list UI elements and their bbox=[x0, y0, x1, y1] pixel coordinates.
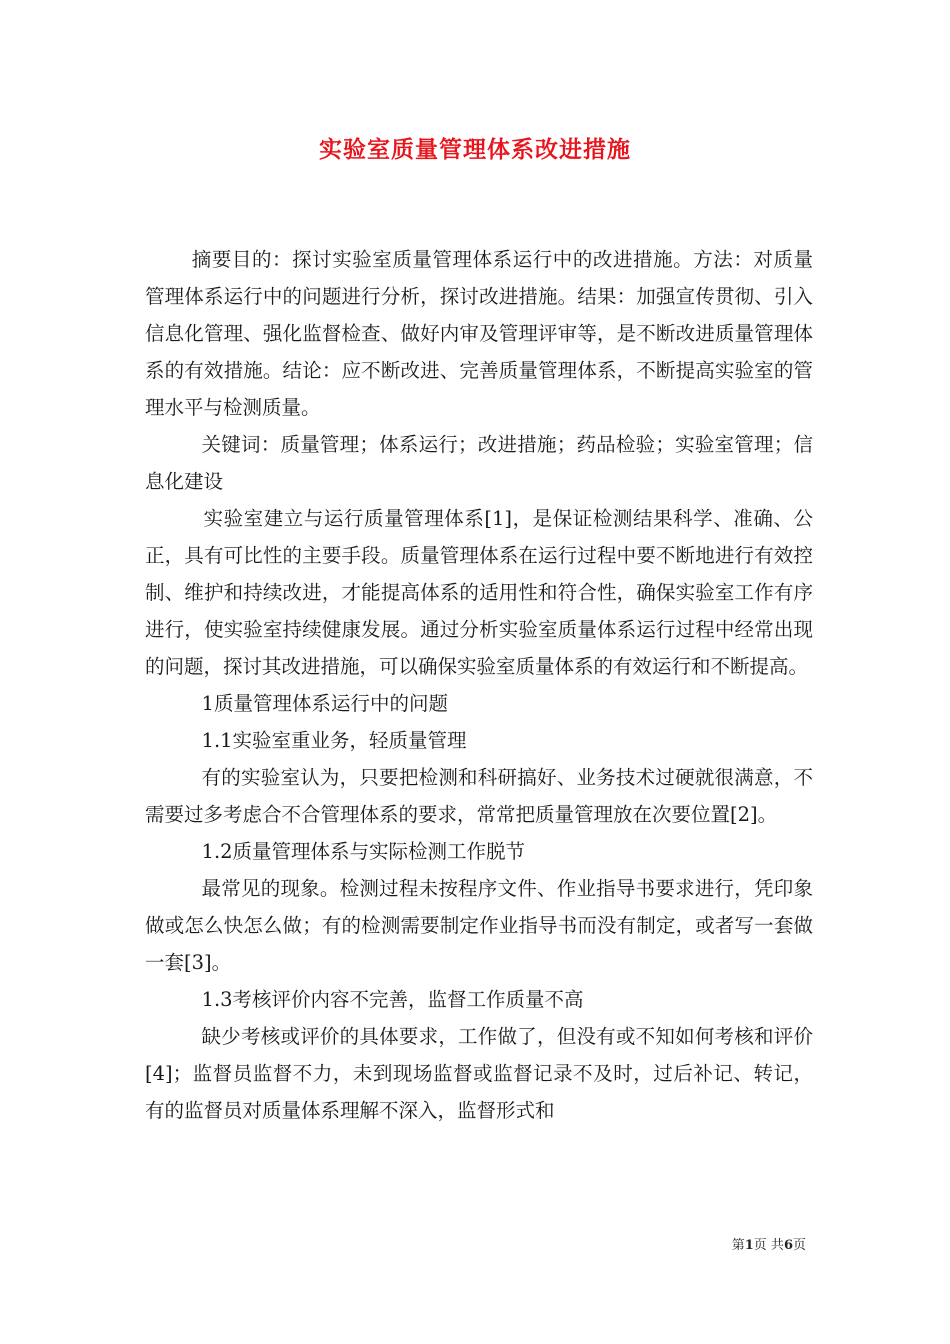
page-number-footer bbox=[732, 1237, 806, 1255]
subsection-heading: 1.2质量管理体系与实际检测工作脱节 bbox=[201, 840, 526, 863]
subsection-heading: 1.3考核评价内容不完善，监督工作质量不高 bbox=[201, 988, 584, 1011]
document-title: 实验室质量管理体系改进措施 bbox=[319, 136, 631, 163]
body-paragraph: 最常见的现象。检测过程未按程序文件、作业指导书要求进行，凭印象做或怎么快怎么做；有的检测需要制定作业指导书而没有制定，或者写一套做一套[3]。 bbox=[145, 877, 813, 974]
keywords-paragraph: 关键词：质量管理；体系运行；改进措施；药品检验；实验室管理；信息化建设 bbox=[145, 433, 813, 493]
footer-suffix: 页 bbox=[792, 1238, 806, 1253]
section-heading: 1质量管理体系运行中的问题 bbox=[201, 692, 448, 715]
footer-prefix: 第 bbox=[731, 1238, 745, 1253]
footer-middle: 页 共 bbox=[753, 1238, 784, 1253]
intro-paragraph: 实验室建立与运行质量管理体系[1]，是保证检测结果科学、准确、公正，具有可比性的主要手段。质量管理体系在运行过程中要不断地进行有效控制、维护和持续改进，才能提高体系的适用性和符合性，确保实验室工作有序进行，使实验室持续健康发展。通过分析实验室质量体系运行过程中经常出现的问题，探讨其改进措施，可以确保实验室质量体系的有效运行和不断提高。 bbox=[145, 507, 813, 678]
document-body bbox=[145, 241, 813, 1129]
total-pages-number: 6 bbox=[783, 1238, 793, 1253]
body-paragraph: 缺少考核或评价的具体要求，工作做了，但没有或不知如何考核和评价[4]；监督员监督不力，未到现场监督或监督记录不及时，过后补记、转记，有的监督员对质量体系理解不深入，监督形式和 bbox=[145, 1025, 813, 1122]
current-page-number: 1 bbox=[744, 1238, 754, 1253]
subsection-heading: 1.1实验室重业务，轻质量管理 bbox=[201, 729, 467, 752]
body-paragraph: 有的实验室认为，只要把检测和科研搞好、业务技术过硬就很满意，不需要过多考虑合不合管理体系的要求，常常把质量管理放在次要位置[2]。 bbox=[145, 766, 813, 826]
abstract-paragraph: 摘要目的：探讨实验室质量管理体系运行中的改进措施。方法：对质量管理体系运行中的问题进行分析，探讨改进措施。结果：加强宣传贯彻、引入信息化管理、强化监督检查、做好内审及管理评审等，是不断改进质量管理体系的有效措施。结论：应不断改进、完善质量管理体系，不断提高实验室的管理水平与检测质量。 bbox=[145, 248, 813, 419]
